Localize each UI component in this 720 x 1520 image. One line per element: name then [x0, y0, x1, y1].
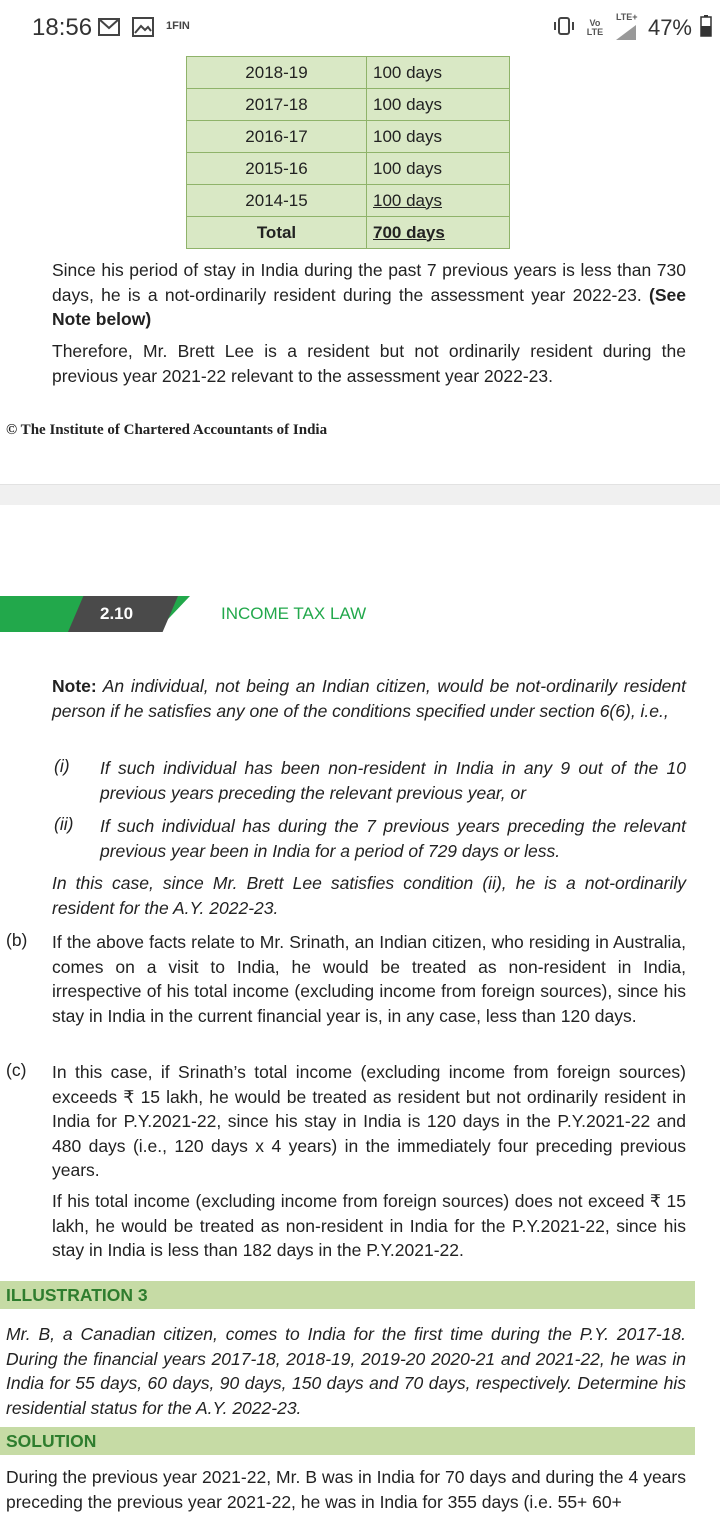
- total-value: 700 days: [373, 222, 445, 242]
- table-row: [187, 89, 510, 121]
- battery-percent: 47%: [647, 15, 692, 40]
- year-cell: 2017-18: [187, 89, 367, 121]
- table-row: [187, 185, 510, 217]
- year-cell: 2016-17: [187, 121, 367, 153]
- days-cell-wrap: [367, 185, 510, 217]
- status-right: [552, 10, 712, 46]
- total-label: Total: [187, 217, 367, 249]
- vibrate-icon: [552, 16, 576, 41]
- part-b-text: If the above facts relate to Mr. Srinath, an Indian citizen, who residing in Australia, comes on a visit to India, he would be treated as non-resident in India, irrespective of his total income (excluding income from foreign sources), since his stay in India in the current financial year is, in any case, less than 120 days.: [52, 932, 686, 1026]
- illustration-text: Mr. B, a Canadian citizen, comes to India for the first time during the P.Y. 2017-18. During the financial years 2017-18, 2018-19, 2019-20 2020-21 and 2021-22, he was in India for 55 days, 60 days, 90 days, 150 days and 70 days, respectively. Determine his residential status for the A.Y. 2022-23.: [6, 1324, 686, 1418]
- part-c-text-2: If his total income (excluding income from foreign sources) does not exceed ₹ 15 lakh, he would be treated as non-resident in India for the P.Y.2021-22, since his stay in India is less than 182 days in the P.Y.2021-22.: [52, 1191, 686, 1260]
- signal-icon: [614, 13, 640, 43]
- days-cell: 100 days: [367, 153, 510, 185]
- status-bar: [0, 0, 720, 56]
- solution-heading: SOLUTION: [6, 1431, 97, 1451]
- illustration-heading: ILLUSTRATION 3: [6, 1285, 148, 1305]
- days-cell: 100 days: [367, 57, 510, 89]
- battery-icon: [700, 15, 712, 42]
- part-c-label: (c): [6, 1060, 27, 1080]
- part-b-label: (b): [6, 930, 28, 950]
- year-cell: 2014-15: [187, 185, 367, 217]
- note-lead: Note:: [52, 676, 97, 696]
- note-item-text: If such individual has during the 7 previous years preceding the relevant previous year been in India for a period of 729 days or less.: [100, 816, 686, 861]
- total-value-wrap: [367, 217, 510, 249]
- copyright-footer: © The Institute of Chartered Accountants of India: [6, 422, 328, 438]
- year-cell: 2018-19: [187, 57, 367, 89]
- days-cell: 100 days: [367, 89, 510, 121]
- part-c-text: In this case, if Srinath’s total income (excluding income from foreign sources) exceeds ₹ 15 lakh, he would be treated as resident but not ordinarily resident in India for P.Y.2021-22, since his stay in India is 120 days in the P.Y.2021-22 and 480 days (i.e., 120 days x 4 years) in the immediately four preceding previous years.: [52, 1062, 686, 1180]
- chapter-number: 2.10: [100, 604, 134, 623]
- note-item-label: (ii): [54, 814, 74, 834]
- gmail-icon: [98, 17, 120, 37]
- network-type: LTE+: [615, 12, 638, 22]
- table-row: [187, 153, 510, 185]
- see-note-link: (See Note below): [52, 284, 686, 329]
- stay-days-table: [186, 56, 510, 249]
- note-item-text: If such individual has been non-resident in India in any 9 out of the 10 previous years preceding the relevant previous year, or: [100, 758, 686, 803]
- conclusion-text: Since his period of stay in India during the past 7 previous years is less than 730 days, he is a not-ordinarily resident during the assessment year 2022-23.: [52, 260, 686, 305]
- therefore-paragraph: Therefore, Mr. Brett Lee is a resident but not ordinarily resident during the previous year 2021-22 relevant to the assessment year 2022-23.: [52, 341, 686, 386]
- volte-indicator: Vo LTE: [586, 18, 604, 37]
- note-paragraph: [52, 674, 686, 723]
- year-cell: 2015-16: [187, 153, 367, 185]
- note-item-label: (i): [54, 756, 70, 776]
- table-row: [187, 121, 510, 153]
- gallery-icon: [132, 17, 154, 37]
- chapter-title: INCOME TAX LAW: [221, 604, 367, 623]
- table-total-row: [187, 217, 510, 249]
- illustration-heading-band: [0, 1281, 695, 1309]
- note-conclusion: In this case, since Mr. Brett Lee satisfies condition (ii), he is a not-ordinarily resident for the A.Y. 2022-23.: [52, 873, 686, 918]
- solution-heading-band: [0, 1427, 695, 1455]
- days-cell: 100 days: [373, 190, 442, 210]
- days-cell: 100 days: [367, 121, 510, 153]
- solution-text: During the previous year 2021-22, Mr. B was in India for 70 days and during the 4 years preceding the previous year 2021-22, he was in India for 355 days (i.e. 55+ 60+: [6, 1467, 686, 1512]
- note-text: An individual, not being an Indian citizen, would be not-ordinarily resident person if he satisfies any one of the conditions specified under section 6(6), i.e.,: [52, 676, 687, 721]
- table-row: [187, 57, 510, 89]
- status-app-label: 1FIN: [166, 20, 190, 32]
- status-time: 18:56: [32, 14, 93, 41]
- conclusion-paragraph: [52, 258, 686, 332]
- page-break: [0, 484, 720, 505]
